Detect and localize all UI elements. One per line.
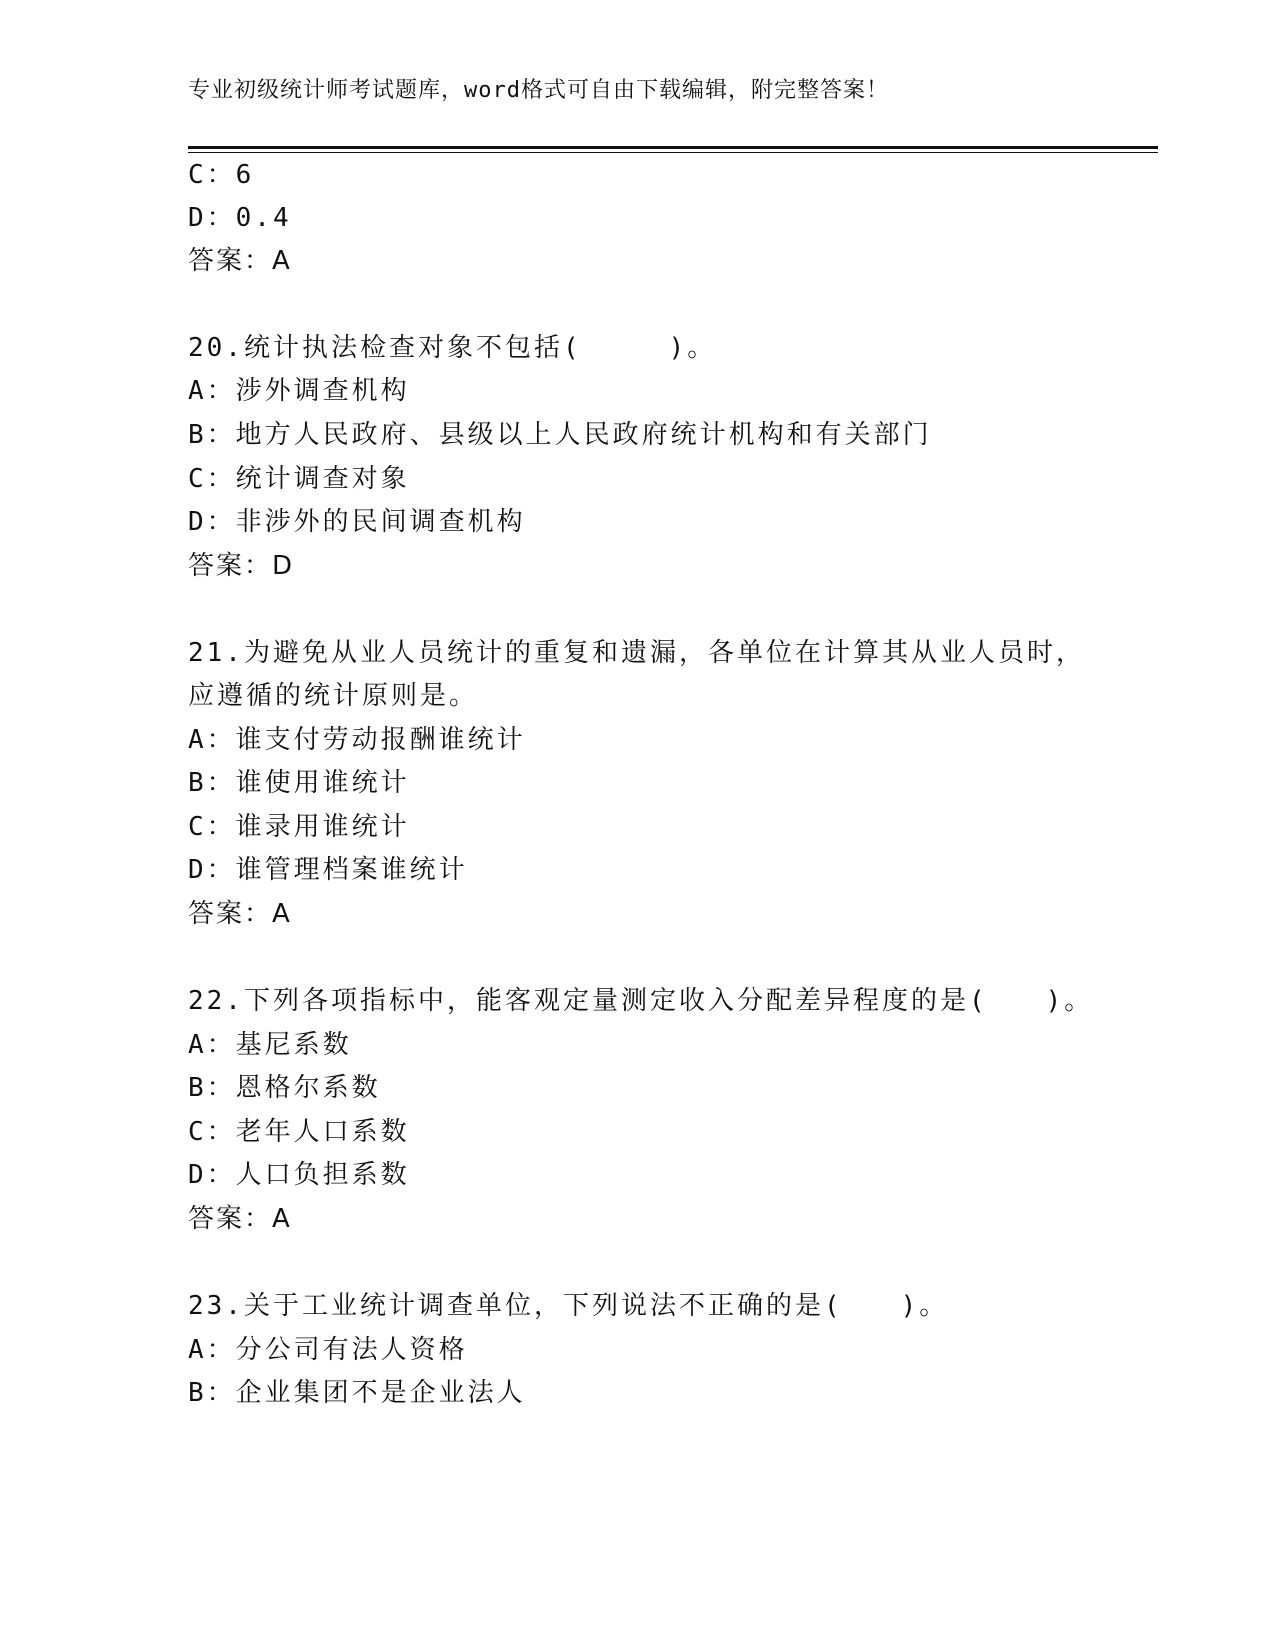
option-a: A：基尼系数: [188, 1030, 352, 1060]
answer-line: 答案：A: [188, 899, 292, 929]
option-b: B：恩格尔系数: [188, 1073, 381, 1103]
page-header: 专业初级统计师考试题库，word格式可自由下载编辑，附完整答案！: [188, 78, 889, 103]
option-c: C：谁录用谁统计: [188, 812, 410, 842]
option-a: A：分公司有法人资格: [188, 1335, 468, 1365]
option-b: B：谁使用谁统计: [188, 768, 410, 798]
option-b: B：地方人民政府、县级以上人民政府统计机构和有关部门: [188, 420, 932, 450]
question-stem: 21.为避免从业人员统计的重复和遗漏，各单位在计算其从业人员时，: [188, 638, 1085, 668]
option-a: A：谁支付劳动报酬谁统计: [188, 725, 526, 755]
option-c: C：老年人口系数: [188, 1117, 410, 1147]
header-divider: [188, 146, 1158, 149]
option-c: C：统计调查对象: [188, 464, 410, 494]
question-stem-continued: 应遵循的统计原则是。: [188, 681, 479, 711]
option-d: D：非涉外的民间调查机构: [188, 507, 526, 537]
question-stem: 20.统计执法检查对象不包括( )。: [188, 333, 717, 363]
question-stem: 22.下列各项指标中，能客观定量测定收入分配差异程度的是( )。: [188, 986, 1094, 1016]
answer-line: 答案：D: [188, 551, 295, 581]
option-a: A：涉外调查机构: [188, 376, 410, 406]
answer-line: 答案：A: [188, 1204, 292, 1234]
option-d: D：人口负担系数: [188, 1160, 410, 1190]
option-d: D：谁管理档案谁统计: [188, 855, 468, 885]
option-d: D：0.4: [188, 203, 292, 233]
question-stem: 23.关于工业统计调查单位，下列说法不正确的是( )。: [188, 1291, 949, 1321]
option-c: C：6: [188, 160, 255, 190]
answer-line: 答案：A: [188, 246, 292, 276]
option-b: B：企业集团不是企业法人: [188, 1378, 526, 1408]
